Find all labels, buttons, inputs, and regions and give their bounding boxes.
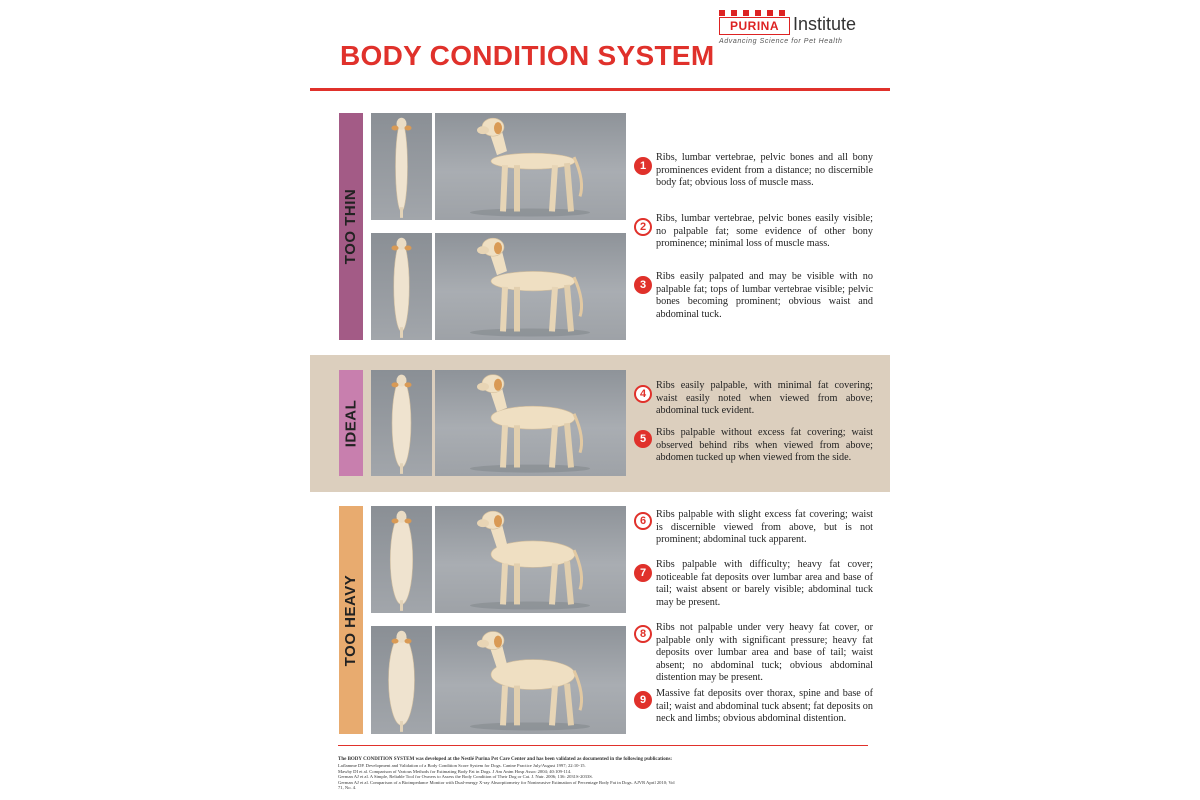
dog-top-view-photo — [371, 506, 432, 613]
score-badge-6: 6 — [634, 512, 652, 530]
footer-reference: German AJ et al. A Simple, Reliable Tool for Owners to Assess the Body Condition of Their Dog or Cat. J. Nutr. 2006; 136: 2031S-2033S. — [338, 774, 593, 780]
footer-divider — [338, 745, 868, 746]
score-description-9: Massive fat deposits over thorax, spine and base of tail; waist and abdominal tuck absent; fat deposits on neck and limbs; obvious abdominal distention. — [656, 688, 873, 725]
footer-reference: Laflamme DP. Development and Validation of a Body Condition Score System for Dogs. Canine Practice July/August 1997; 22:10-15. — [338, 763, 586, 768]
dog-top-view-photo — [371, 626, 432, 734]
score-badge-7: 7 — [634, 564, 652, 582]
footer-lead: The BODY CONDITION SYSTEM was developed at the Nestlé Purina Pet Care Center and has been validated as documented in the following publications: — [338, 757, 673, 762]
purina-brand-box — [719, 17, 790, 35]
section-label-ideal — [339, 370, 363, 476]
footer-reference: Mawby DI et al. Comparison of Various Methods for Estimating Body Fat in Dogs. J Am Anim Hosp Assoc 2004; 40:109-114. — [338, 768, 572, 774]
score-badge-9: 9 — [634, 691, 652, 709]
page-title: BODY CONDITION SYSTEM — [340, 40, 715, 71]
dog-top-view-illustration — [371, 233, 432, 340]
score-description-3: Ribs easily palpated and may be visible with no palpable fat; tops of lumbar vertebrae visible; pelvic bones becoming prominent; obvious waist and abdominal tuck. — [656, 271, 873, 320]
score-badge-3: 3 — [634, 276, 652, 294]
dog-top-view-photo — [371, 233, 432, 340]
section-label-too-heavy-text: TOO HEAVY — [342, 574, 360, 666]
score-description-2: Ribs, lumbar vertebrae, pelvic bones easily visible; no palpable fat; some evidence of other bony prominence; minimal loss of muscle mass. — [656, 213, 873, 250]
footer-reference: German AJ et al. Comparison of a Bioimpedance Monitor with Dual-energy X-ray Absorptiometry for Noninvasive Estimation of Percentage Body Fat in Dogs. AJVR April 2010; Vol — [338, 779, 675, 785]
institute-text: Institute — [793, 14, 857, 34]
dog-side-view-illustration — [435, 370, 626, 476]
dog-side-view-illustration — [435, 113, 626, 220]
logo-tagline: Advancing Science for Pet Health — [719, 38, 843, 45]
score-description-5: Ribs palpable without excess fat covering; waist observed behind ribs when viewed from above; abdomen tucked up when viewed from the side. — [656, 427, 873, 464]
section-label-too-thin — [339, 113, 363, 340]
score-description-8: Ribs not palpable under very heavy fat cover, or palpable only with significant pressure; heavy fat deposits over lumbar area and base of tail; waist absent; no abdominal tuck; obvious abdominal distention may be present. — [656, 622, 873, 684]
footer-reference: 71, No. 4. — [338, 785, 357, 791]
score-badge-5: 5 — [634, 430, 652, 448]
dog-top-view-photo — [371, 113, 432, 220]
purina-brand-text: PURINA — [729, 19, 779, 33]
section-label-too-thin-text: TOO THIN — [342, 188, 360, 265]
dog-top-view-illustration — [371, 370, 432, 476]
dog-side-view-photo — [435, 113, 626, 220]
purina-institute-logo — [719, 14, 871, 46]
dog-side-view-illustration — [435, 233, 626, 340]
score-badge-8: 8 — [634, 625, 652, 643]
checkerboard-mark — [719, 10, 790, 16]
dog-top-view-illustration — [371, 626, 432, 734]
dog-top-view-illustration — [371, 113, 432, 220]
score-badge-1: 1 — [634, 157, 652, 175]
dog-side-view-photo — [435, 233, 626, 340]
section-label-ideal-text: IDEAL — [342, 399, 360, 447]
dog-side-view-photo — [435, 506, 626, 613]
section-label-too-heavy — [339, 506, 363, 734]
score-description-6: Ribs palpable with slight excess fat covering; waist is discernible viewed from above, but is not prominent; abdominal tuck apparent. — [656, 509, 873, 546]
score-badge-4: 4 — [634, 385, 652, 403]
dog-side-view-illustration — [435, 626, 626, 734]
title-divider — [310, 88, 890, 91]
score-description-1: Ribs, lumbar vertebrae, pelvic bones and all bony prominences evident from a distance; no discernible body fat; obvious loss of muscle mass. — [656, 152, 873, 189]
score-description-7: Ribs palpable with difficulty; heavy fat cover; noticeable fat deposits over lumbar area and base of tail; waist absent or barely visible; abdominal tuck may be present. — [656, 559, 873, 608]
score-badge-2: 2 — [634, 218, 652, 236]
dog-top-view-illustration — [371, 506, 432, 613]
dog-side-view-photo — [435, 626, 626, 734]
score-description-4: Ribs easily palpable, with minimal fat covering; waist easily noted when viewed from above; abdominal tuck evident. — [656, 380, 873, 417]
dog-top-view-photo — [371, 370, 432, 476]
dog-side-view-photo — [435, 370, 626, 476]
dog-side-view-illustration — [435, 506, 626, 613]
